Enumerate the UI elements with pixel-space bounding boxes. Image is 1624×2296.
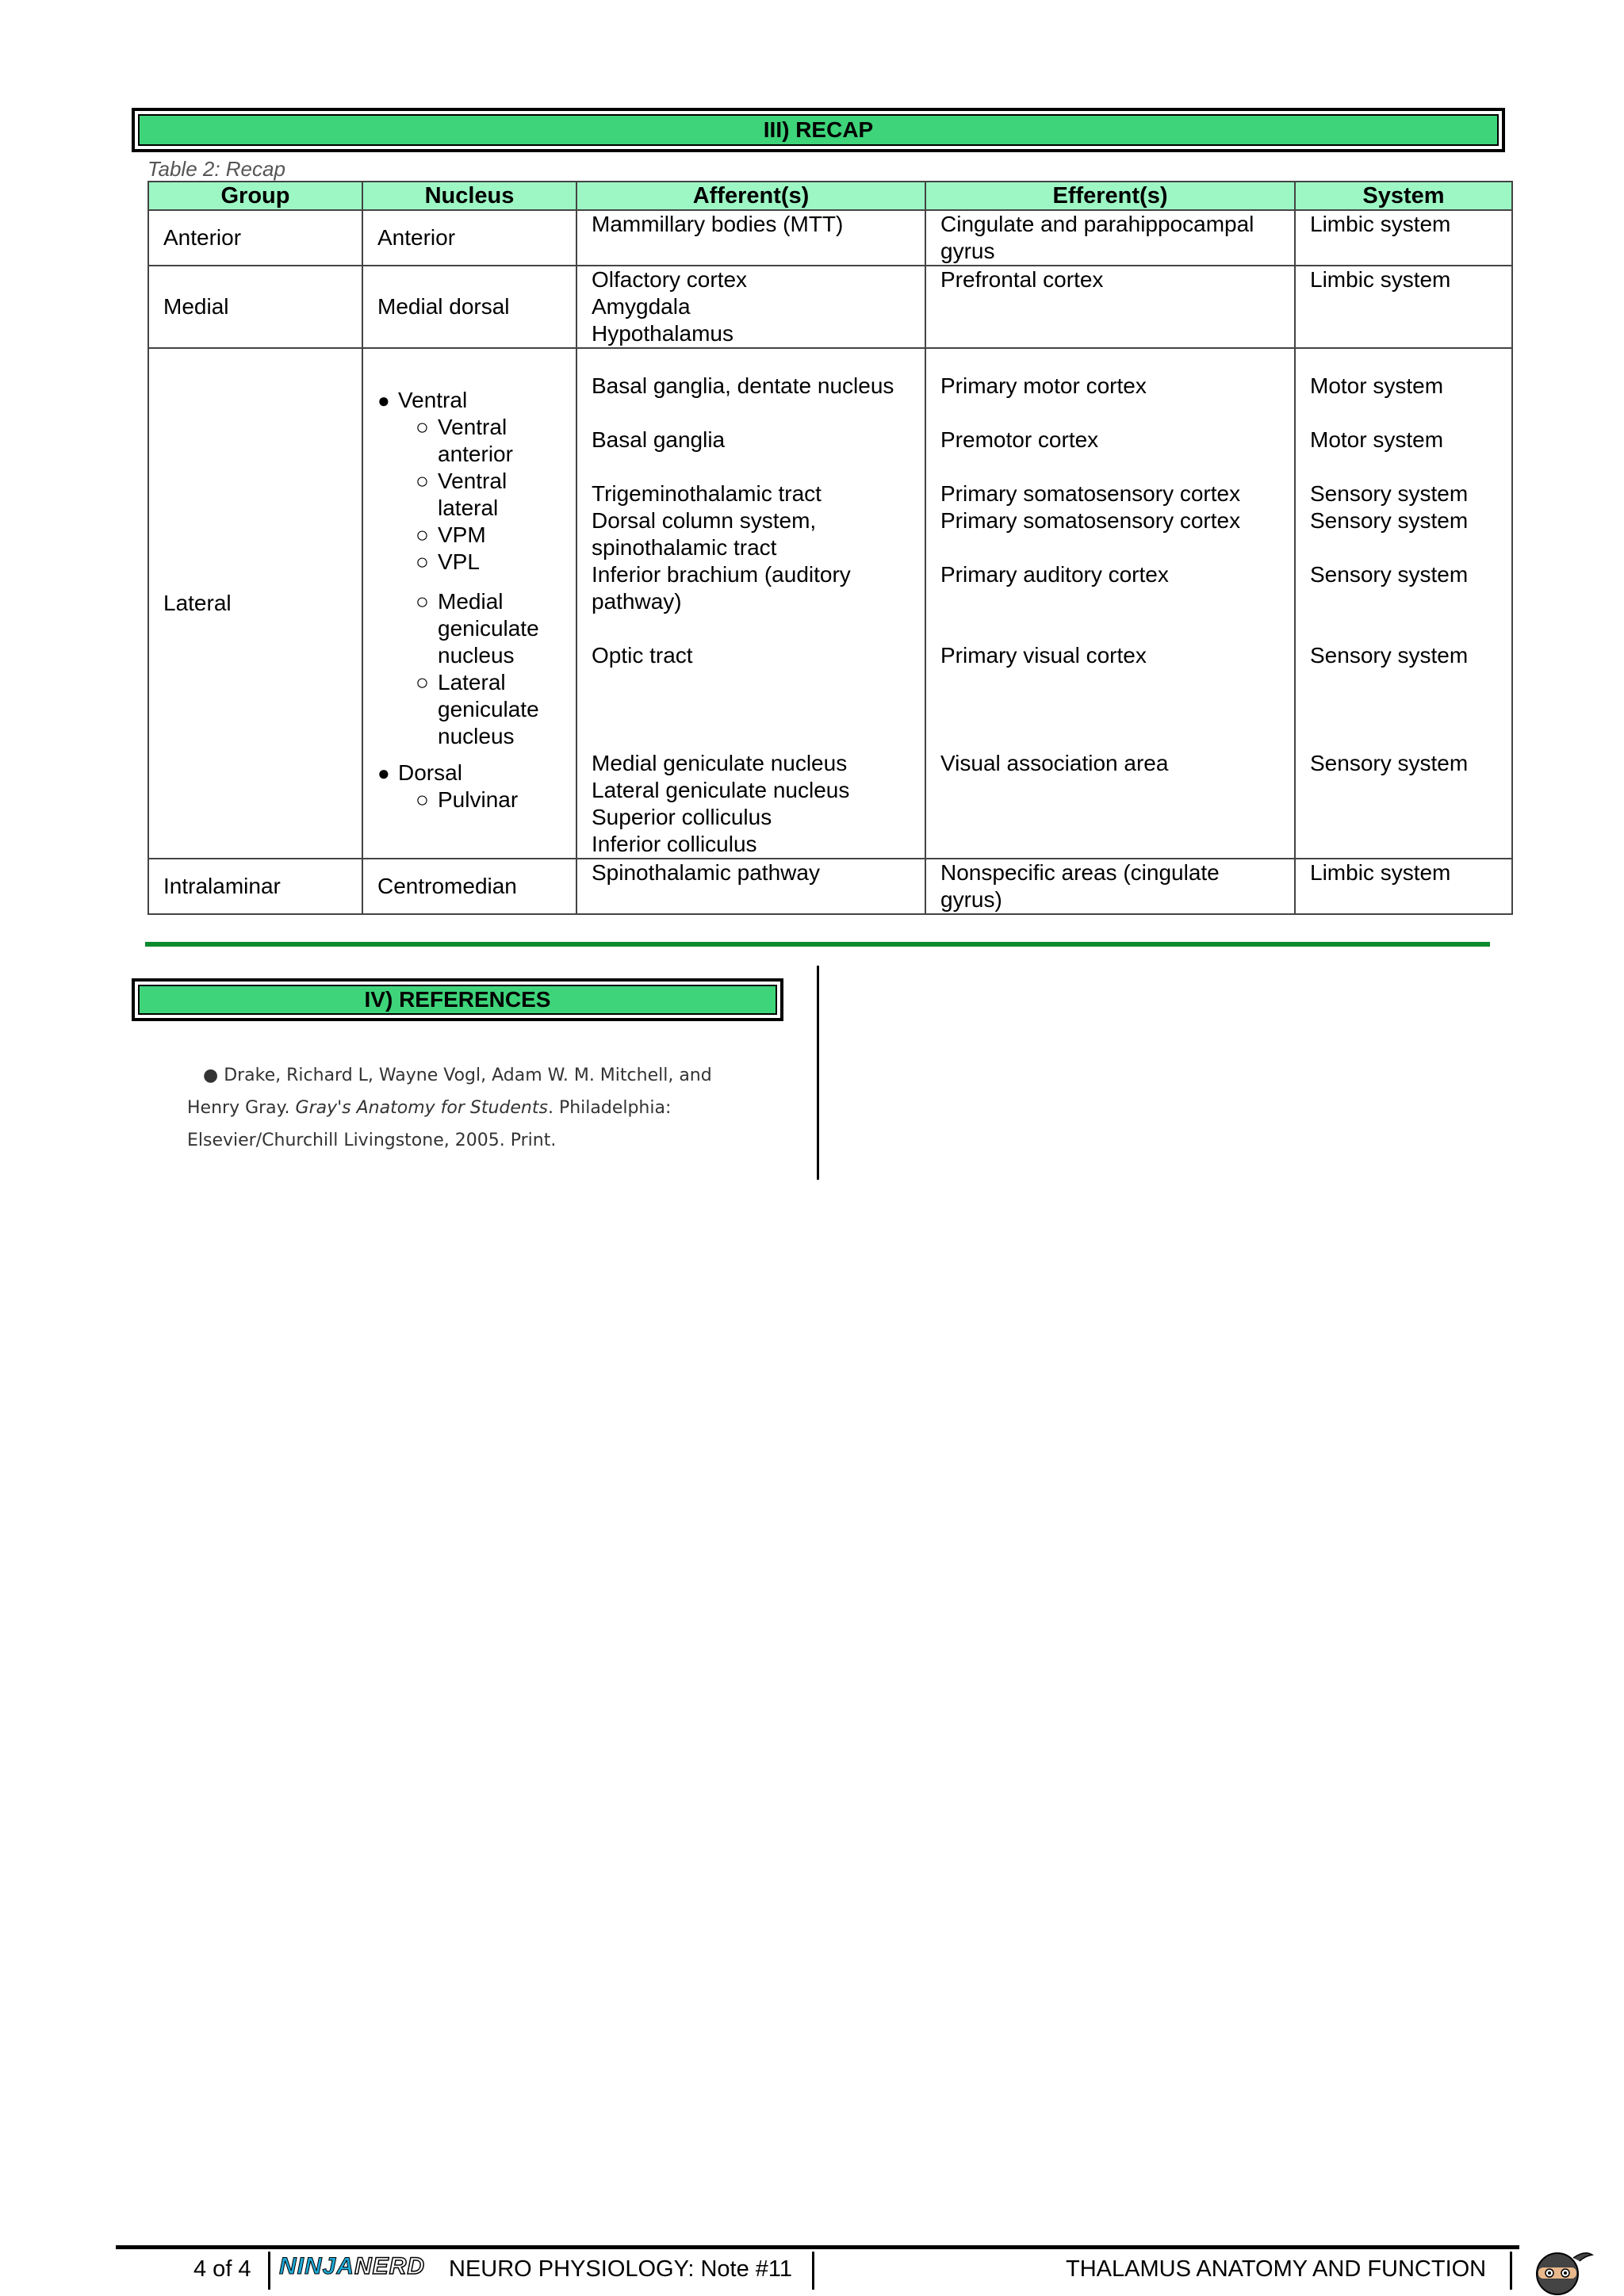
nucleus-ventral-lateral: ○ Ventral lateral — [377, 468, 561, 522]
table-row-lateral — [148, 348, 1512, 859]
cell-afferent: Olfactory cortex Amygdala Hypothalamus — [576, 266, 925, 348]
footer-rule — [116, 2245, 1519, 2249]
cell-nucleus: Anterior — [362, 210, 576, 266]
header-nucleus: Nucleus — [362, 182, 576, 210]
cell-system-list: Motor system Motor system Sensory system Sensory system Sensory system Sensory system Sensory system — [1295, 348, 1512, 859]
cell-system: Limbic system — [1295, 859, 1512, 914]
reference-line-2: Henry Gray. Gray's Anatomy for Students. Philadelphia: — [187, 1098, 672, 1118]
cell-efferent: Nonspecific areas (cingulate gyrus) — [925, 859, 1295, 914]
nucleus-medial-geniculate: ○ Medial geniculate nucleus — [377, 588, 561, 669]
cell-group: Lateral — [148, 348, 362, 859]
nucleus-pulvinar: ○ Pulvinar — [377, 786, 561, 813]
table-row-anterior — [148, 210, 1512, 266]
cell-nucleus-list — [362, 348, 576, 859]
footer-separator — [812, 2252, 814, 2290]
section-divider — [145, 942, 1490, 947]
column-divider — [817, 966, 819, 1180]
cell-system: Limbic system — [1295, 266, 1512, 348]
header-group: Group — [148, 182, 362, 210]
footer-separator — [268, 2252, 270, 2290]
ninjanerd-logo: NINJA NERD — [279, 2253, 426, 2279]
table-row-medial — [148, 266, 1512, 348]
reference-entry — [187, 1059, 742, 1157]
ninja-mascot-icon — [1524, 2244, 1595, 2296]
nucleus-dorsal: ● Dorsal — [377, 760, 561, 786]
cell-group: Intralaminar — [148, 859, 362, 914]
cell-afferent-list: Basal ganglia, dentate nucleus Basal ganglia Trigeminothalamic tract Dorsal column system, spinothalamic tract Inferior brachium (auditory pathway) Optic tract Medial geniculate nucleus Lateral geniculate nucleus Superior colliculus Inferior colliculus — [576, 348, 925, 859]
footer-topic: THALAMUS ANATOMY AND FUNCTION — [1066, 2256, 1487, 2282]
nucleus-ventral: ● Ventral — [377, 387, 561, 414]
cell-afferent: Mammillary bodies (MTT) — [576, 210, 925, 266]
cell-nucleus: Centromedian — [362, 859, 576, 914]
recap-section-title: III) RECAP — [138, 114, 1499, 146]
table-header-row — [148, 182, 1512, 210]
reference-line-1: ● Drake, Richard L, Wayne Vogl, Adam W. M. Mitchell, and — [203, 1066, 712, 1085]
cell-group: Medial — [148, 266, 362, 348]
cell-group: Anterior — [148, 210, 362, 266]
header-afferents: Afferent(s) — [576, 182, 925, 210]
cell-nucleus: Medial dorsal — [362, 266, 576, 348]
nucleus-vpm: ○ VPM — [377, 522, 561, 549]
cell-afferent: Spinothalamic pathway — [576, 859, 925, 914]
cell-efferent: Cingulate and parahippocampal gyrus — [925, 210, 1295, 266]
header-system: System — [1295, 182, 1512, 210]
references-section-header — [132, 978, 783, 1021]
recap-section-header — [132, 108, 1505, 152]
recap-table — [147, 181, 1513, 915]
footer-course: NEURO PHYSIOLOGY: Note #11 — [449, 2256, 793, 2282]
reference-line-3: Elsevier/Churchill Livingstone, 2005. Print. — [187, 1131, 557, 1150]
footer-separator — [1510, 2252, 1512, 2290]
table-row-intralaminar — [148, 859, 1512, 914]
nucleus-ventral-anterior: ○ Ventral anterior — [377, 414, 561, 468]
header-efferents: Efferent(s) — [925, 182, 1295, 210]
cell-system: Limbic system — [1295, 210, 1512, 266]
footer-page-number: 4 of 4 — [193, 2256, 251, 2282]
nucleus-vpl: ○ VPL — [377, 549, 561, 576]
cell-efferent-list: Primary motor cortex Premotor cortex Primary somatosensory cortex Primary somatosensory cortex Primary auditory cortex Primary visual cortex Visual association area — [925, 348, 1295, 859]
nucleus-lateral-geniculate: ○ Lateral geniculate nucleus — [377, 669, 561, 750]
reference-book-title: Gray's Anatomy for Students — [295, 1098, 548, 1118]
table-caption: Table 2: Recap — [147, 157, 285, 181]
references-section-title: IV) REFERENCES — [138, 985, 777, 1015]
cell-efferent: Prefrontal cortex — [925, 266, 1295, 348]
